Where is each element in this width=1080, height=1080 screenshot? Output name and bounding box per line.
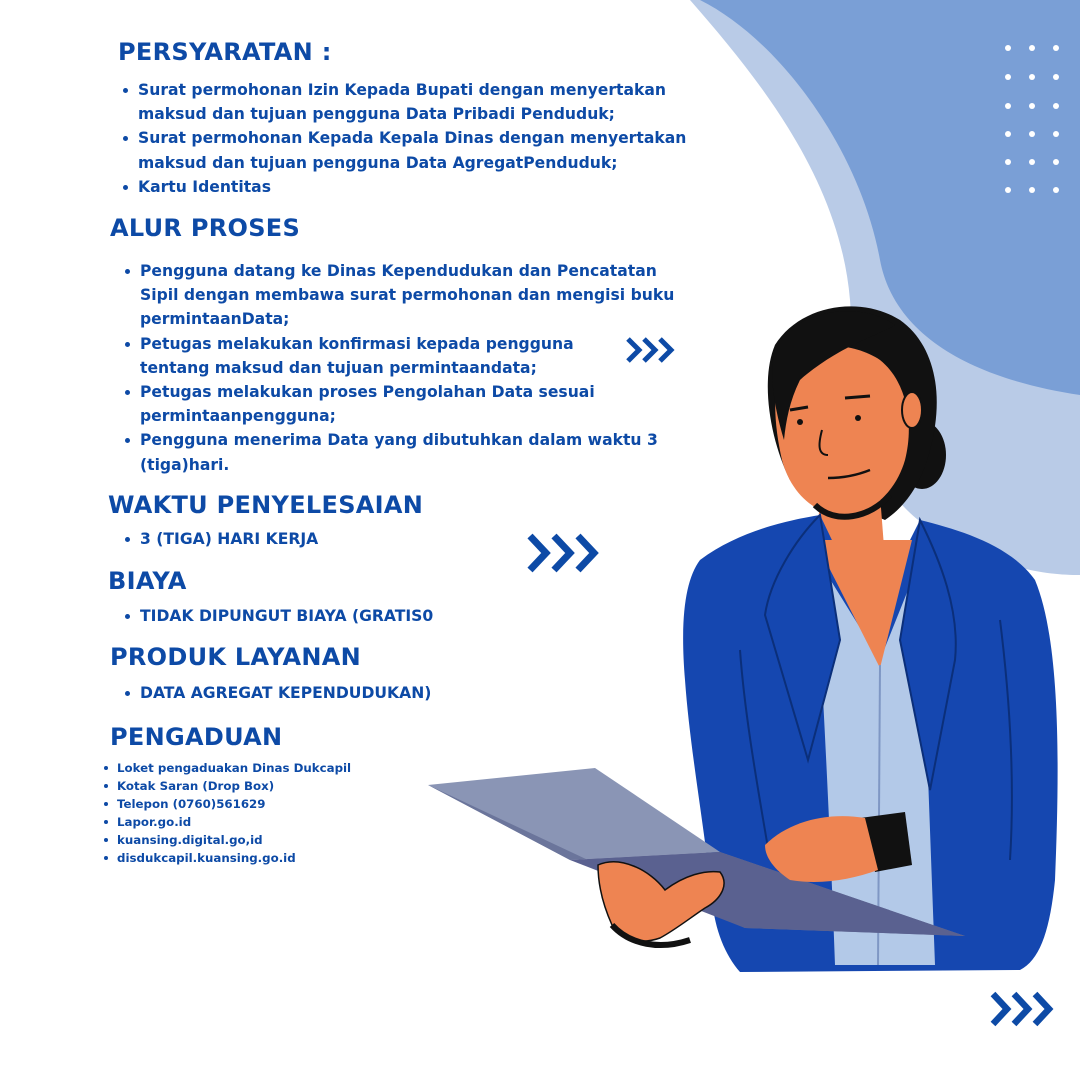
list-item: disdukcapil.kuansing.go.id [117, 849, 417, 867]
requirements-heading: PERSYARATAN : [118, 38, 332, 66]
completion-time-list [140, 527, 440, 551]
list-item: Petugas melakukan konfirmasi kepada pengguna tentang maksud dan tujuan permintaandata; [140, 332, 610, 380]
list-item: Surat permohonan Izin Kepada Bupati dengan menyertakan maksud dan tujuan pengguna Data Pribadi Penduduk; [138, 78, 728, 126]
completion-time-heading: WAKTU PENYELESAIAN [108, 491, 424, 519]
complaints-list [117, 759, 417, 867]
list-item: 3 (TIGA) HARI KERJA [140, 527, 440, 551]
service-product-heading: PRODUK LAYANAN [110, 643, 362, 671]
service-product-list [140, 681, 520, 705]
list-item: Petugas melakukan proses Pengolahan Data sesuai permintaanpengguna; [140, 380, 630, 428]
list-item: Telepon (0760)561629 [117, 795, 417, 813]
list-item: Lapor.go.id [117, 813, 417, 831]
list-item: Pengguna datang ke Dinas Kependudukan dan Pencatatan Sipil dengan membawa surat permohonan dan mengisi buku permintaanData; [140, 259, 680, 332]
list-item: Kotak Saran (Drop Box) [117, 777, 417, 795]
cost-list [140, 604, 500, 628]
cost-heading: BIAYA [108, 567, 187, 595]
requirements-list [138, 78, 728, 199]
complaints-heading: PENGADUAN [110, 723, 283, 751]
list-item: Pengguna menerima Data yang dibutuhkan dalam waktu 3 (tiga)hari. [140, 428, 680, 476]
list-item: kuansing.digital.go,id [117, 831, 417, 849]
list-item: TIDAK DIPUNGUT BIAYA (GRATIS0 [140, 604, 500, 628]
list-item: Loket pengaduakan Dinas Dukcapil [117, 759, 417, 777]
list-item: DATA AGREGAT KEPENDUDUKAN) [140, 681, 520, 705]
list-item: Surat permohonan Kepada Kepala Dinas dengan menyertakan maksud dan tujuan pengguna Data AgregatPenduduk; [138, 126, 728, 174]
list-item: Kartu Identitas [138, 175, 728, 199]
process-list [140, 259, 680, 477]
process-heading: ALUR PROSES [110, 214, 301, 242]
